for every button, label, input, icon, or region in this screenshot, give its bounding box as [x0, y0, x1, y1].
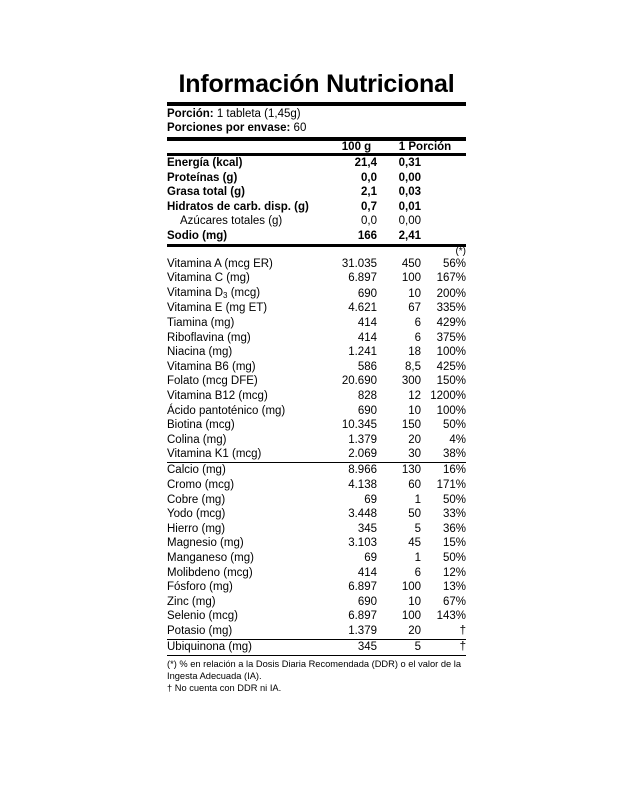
- table-row: [167, 345, 466, 360]
- nutrient-name: Calcio (mg): [167, 464, 226, 477]
- nutrient-name: Ácido pantoténico (mg): [167, 404, 286, 417]
- value-per-portion: 60: [408, 478, 421, 491]
- value-per-100g: 6.897: [348, 581, 377, 594]
- value-per-100g: 69: [364, 493, 377, 506]
- nutrient-name: Yodo (mcg): [167, 508, 226, 521]
- nutrient-name: Manganeso (mg): [167, 551, 254, 564]
- serving-portion-label: Porción:: [167, 108, 214, 120]
- table-row: [167, 463, 466, 478]
- table-row: [167, 389, 466, 404]
- footnotes: [167, 656, 466, 695]
- value-percent-daily: 38%: [442, 448, 466, 461]
- value-per-100g: 1.379: [348, 433, 377, 446]
- table-row: [167, 507, 466, 522]
- value-per-portion: 20: [408, 433, 421, 446]
- value-percent-daily: 150%: [436, 375, 466, 388]
- others-table: [167, 640, 466, 655]
- table-row: [167, 478, 466, 493]
- value-percent-daily: 4%: [449, 433, 466, 446]
- value-per-portion: 100: [401, 272, 421, 285]
- table-row: [167, 551, 466, 566]
- nutrient-name: Potasio (mg): [167, 624, 233, 637]
- value-per-100g: 586: [357, 360, 377, 373]
- nutrient-name: Proteínas (g): [167, 171, 238, 184]
- table-row: [167, 171, 466, 186]
- nutrient-name: Energía (kcal): [167, 157, 243, 169]
- value-percent-daily: 36%: [442, 522, 466, 535]
- value-per-portion: 100: [401, 610, 421, 623]
- nutrition-facts-label: [167, 72, 466, 695]
- value-per-100g: 8.966: [348, 464, 377, 477]
- nutrient-name: Cobre (mg): [167, 493, 226, 506]
- nutrient-name: Biotina (mcg): [167, 419, 235, 432]
- nutrient-name: Sodio (mg): [167, 229, 228, 242]
- table-row: [167, 447, 466, 462]
- value-per-100g: 1.241: [348, 346, 377, 359]
- column-header-per-100g: 100 g: [341, 141, 372, 153]
- table-row: [167, 374, 466, 389]
- value-per-100g: 414: [357, 316, 377, 329]
- value-per-portion: 50: [408, 508, 421, 521]
- table-row: [167, 200, 466, 215]
- value-percent-daily: 335%: [436, 302, 466, 315]
- servings-per-container-label: Porciones por envase:: [167, 121, 291, 134]
- table-row: [167, 360, 466, 375]
- table-row: [167, 156, 466, 171]
- value-per-portion: 12: [408, 389, 421, 402]
- value-percent-daily: 16%: [442, 464, 466, 477]
- value-per-portion: 1: [414, 551, 421, 564]
- value-per-100g: 414: [357, 331, 377, 344]
- nutrient-name: Molibdeno (mcg): [167, 566, 253, 579]
- nutrient-name: Colina (mg): [167, 433, 227, 446]
- table-row: [167, 522, 466, 537]
- servings-per-container-value: 60: [290, 121, 307, 134]
- value-per-portion: 0,00: [398, 215, 421, 228]
- value-percent-daily: [429, 185, 466, 200]
- value-per-portion: 450: [401, 257, 421, 270]
- page-title: Información Nutricional: [178, 70, 455, 98]
- value-per-portion: 20: [408, 624, 421, 637]
- value-percent-daily: †: [459, 641, 466, 653]
- table-row: [167, 624, 466, 639]
- value-percent-daily: [429, 156, 466, 171]
- value-per-portion: 0,01: [398, 200, 421, 213]
- table-row: [167, 609, 466, 624]
- value-per-portion: 30: [408, 448, 421, 461]
- serving-portion-value: 1 tableta (1,45g): [213, 108, 301, 120]
- table-row: [167, 595, 466, 610]
- table-row: [167, 229, 466, 244]
- table-row: [167, 316, 466, 331]
- value-percent-daily: †: [459, 624, 466, 637]
- value-percent-daily: 33%: [442, 508, 466, 521]
- value-per-portion: 45: [408, 537, 421, 550]
- value-per-100g: 690: [357, 287, 377, 300]
- others-body: [167, 640, 466, 655]
- value-per-portion: 0,00: [398, 171, 421, 184]
- table-row: [167, 493, 466, 508]
- value-per-portion: 10: [408, 404, 421, 417]
- nutrition-table: [167, 141, 466, 153]
- table-row: [167, 418, 466, 433]
- value-per-100g: 2.069: [348, 448, 377, 461]
- nutrient-name: Niacina (mg): [167, 346, 233, 359]
- table-row: [167, 257, 466, 272]
- table-row: [167, 536, 466, 551]
- value-per-100g: 10.345: [341, 419, 377, 432]
- minerals-table: [167, 463, 466, 638]
- vitamins-table: [167, 247, 466, 462]
- value-percent-daily: 143%: [436, 610, 466, 623]
- value-percent-daily: 1200%: [430, 389, 466, 402]
- serving-portion-line: [167, 108, 466, 122]
- value-percent-daily: 375%: [436, 331, 466, 344]
- value-per-portion: 6: [414, 316, 421, 329]
- value-percent-daily: 56%: [442, 257, 466, 270]
- percent-marker: (*): [455, 245, 466, 257]
- value-per-portion: 10: [408, 287, 421, 300]
- macronutrients-table: [167, 156, 466, 244]
- value-per-portion: 6: [414, 331, 421, 344]
- table-header-row: [167, 141, 466, 153]
- value-percent-daily: 425%: [436, 360, 466, 373]
- value-per-100g: 0,0: [361, 171, 377, 184]
- value-per-100g: 4.138: [348, 478, 377, 491]
- value-percent-daily: [429, 229, 466, 244]
- value-per-portion: 1: [414, 493, 421, 506]
- minerals-body: [167, 463, 466, 638]
- column-header-per-portion: 1 Porción: [398, 141, 452, 153]
- value-per-100g: 3.448: [348, 508, 377, 521]
- value-per-portion: 0,31: [398, 157, 421, 169]
- value-per-100g: 4.621: [348, 302, 377, 315]
- table-row: [167, 580, 466, 595]
- vitamins-body: [167, 257, 466, 462]
- value-percent-daily: 50%: [442, 493, 466, 506]
- value-per-100g: 345: [357, 641, 377, 653]
- nutrient-name: Folato (mcg DFE): [167, 375, 258, 388]
- nutrient-name: Riboflavina (mg): [167, 331, 251, 344]
- nutrient-name: Selenio (mcg): [167, 610, 238, 623]
- value-percent-daily: [429, 214, 466, 229]
- value-per-100g: 345: [357, 522, 377, 535]
- table-row: [167, 433, 466, 448]
- nutrient-name: Hidratos de carb. disp. (g): [167, 200, 309, 213]
- value-per-portion: 18: [408, 346, 421, 359]
- value-percent-daily: 100%: [436, 404, 466, 417]
- nutrient-name: Vitamina C (mg): [167, 272, 250, 285]
- value-per-portion: 2,41: [398, 229, 421, 242]
- footnote-percent: (*) % en relación a la Dosis Diaria Recomendada (DDR) o el valor de la Ingesta Adecuada (IA).: [167, 659, 462, 681]
- value-per-100g: 0,0: [361, 215, 377, 228]
- value-per-100g: 1.379: [348, 624, 377, 637]
- table-row: [167, 286, 466, 302]
- value-percent-daily: 100%: [436, 346, 466, 359]
- nutrient-name: Ubiquinona (mg): [167, 641, 253, 653]
- value-per-100g: 828: [357, 389, 377, 402]
- nutrient-name: Tiamina (mg): [167, 316, 235, 329]
- value-percent-daily: 429%: [436, 316, 466, 329]
- serving-count-line: [167, 122, 466, 136]
- value-per-portion: 8,5: [405, 360, 421, 373]
- value-percent-daily: 200%: [436, 287, 466, 300]
- nutrient-name: Magnesio (mg): [167, 537, 244, 550]
- nutrient-name: Fósforo (mg): [167, 581, 233, 594]
- value-percent-daily: [429, 200, 466, 215]
- value-percent-daily: 67%: [442, 595, 466, 608]
- value-percent-daily: 15%: [442, 537, 466, 550]
- table-row: [167, 331, 466, 346]
- value-percent-daily: 167%: [436, 272, 466, 285]
- value-per-100g: 414: [357, 566, 377, 579]
- nutrient-name: Vitamina $D_3$ (mcg): [167, 286, 261, 300]
- nutrient-name: Vitamina E (mg ET): [167, 302, 268, 315]
- nutrient-name: Vitamina A (mcg ER): [167, 257, 273, 270]
- value-per-100g: 690: [357, 404, 377, 417]
- value-per-100g: 6.897: [348, 610, 377, 623]
- value-per-100g: 2,1: [361, 186, 377, 199]
- value-per-portion: 100: [401, 581, 421, 594]
- value-percent-daily: 50%: [442, 419, 466, 432]
- value-per-100g: 690: [357, 595, 377, 608]
- value-per-portion: 130: [401, 464, 421, 477]
- table-row: [167, 271, 466, 286]
- table-row: [167, 404, 466, 419]
- serving-info: [167, 106, 466, 137]
- table-row: [167, 185, 466, 200]
- value-per-portion: 10: [408, 595, 421, 608]
- nutrient-name: Azúcares totales (g): [180, 215, 283, 228]
- value-percent-daily: 50%: [442, 551, 466, 564]
- footnote-dagger: † No cuenta con DDR ni IA.: [167, 683, 282, 694]
- nutrient-name: Hierro (mg): [167, 522, 226, 535]
- table-row: [167, 301, 466, 316]
- value-percent-daily: 12%: [442, 566, 466, 579]
- table-row: [167, 214, 466, 229]
- nutrient-name: Zinc (mg): [167, 595, 216, 608]
- value-per-portion: 67: [408, 302, 421, 315]
- nutrient-name: Vitamina K1 (mcg): [167, 448, 262, 461]
- value-per-portion: 5: [414, 641, 421, 653]
- value-per-100g: 6.897: [348, 272, 377, 285]
- nutrient-name: Cromo (mcg): [167, 478, 235, 491]
- value-percent-daily: [429, 171, 466, 186]
- value-per-100g: 0,7: [361, 200, 377, 213]
- value-percent-daily: 13%: [442, 581, 466, 594]
- table-row: [167, 566, 466, 581]
- value-per-100g: 20.690: [341, 375, 377, 388]
- percent-marker-row: [167, 247, 466, 257]
- macronutrients-body: [167, 156, 466, 244]
- column-header-name: [167, 141, 329, 153]
- table-row: [167, 640, 466, 655]
- value-per-100g: 166: [357, 229, 377, 242]
- nutrient-name: Vitamina B12 (mcg): [167, 389, 268, 402]
- value-per-portion: 0,03: [398, 186, 421, 199]
- value-per-portion: 150: [401, 419, 421, 432]
- value-percent-daily: 171%: [436, 478, 466, 491]
- value-per-100g: 69: [364, 551, 377, 564]
- value-per-portion: 6: [414, 566, 421, 579]
- value-per-100g: 3.103: [348, 537, 377, 550]
- nutrient-name: Vitamina B6 (mg): [167, 360, 256, 373]
- value-per-portion: 300: [401, 375, 421, 388]
- value-per-100g: 21,4: [354, 157, 377, 169]
- nutrient-name: Grasa total (g): [167, 186, 245, 199]
- value-per-portion: 5: [414, 522, 421, 535]
- value-per-100g: 31.035: [341, 257, 377, 270]
